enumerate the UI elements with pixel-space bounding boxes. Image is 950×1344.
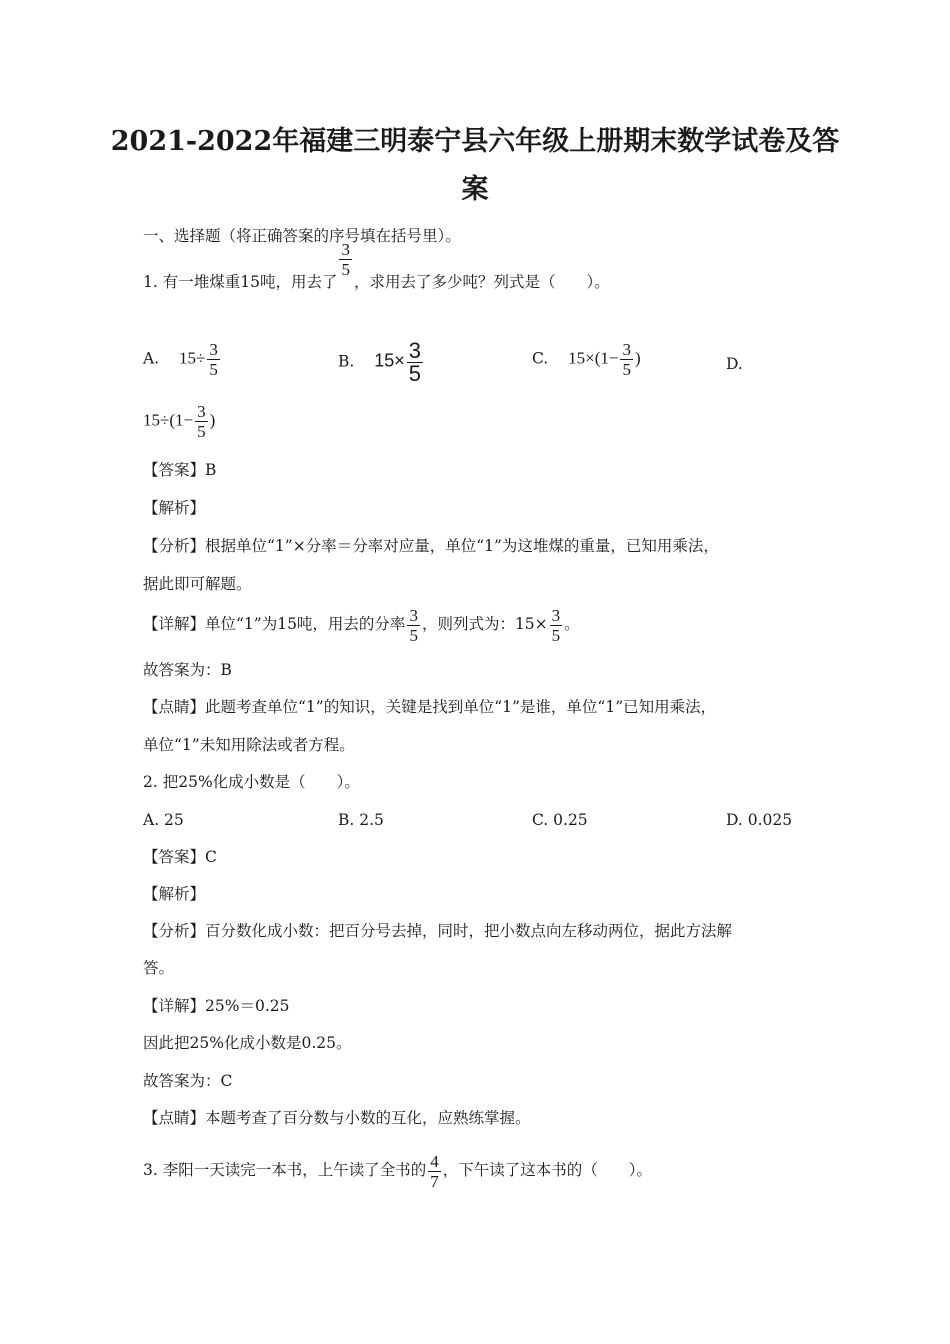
question-3-stem bbox=[143, 1150, 810, 1191]
question-1-comment-line2: 单位“1”未知用除法或者方程。 bbox=[143, 736, 355, 754]
option-expression: 15÷(1− bbox=[143, 410, 194, 430]
option-expression-close: ) bbox=[209, 410, 216, 430]
option-expression: 15×(1− bbox=[568, 348, 619, 368]
detail-text-end: 。 bbox=[564, 615, 580, 633]
question-3-stem-text-after: ，下午读了这本书的（ ）。 bbox=[442, 1161, 652, 1179]
question-1-stem-text: 1. 有一堆煤重15吨，用去了 bbox=[143, 273, 338, 291]
question-2-option-c: C. 0.25 bbox=[532, 811, 588, 829]
fraction-numerator: 3 bbox=[209, 340, 218, 359]
question-2-analysis-line2: 答。 bbox=[143, 959, 175, 977]
fraction-denominator: 5 bbox=[197, 422, 206, 441]
fraction-denominator: 5 bbox=[209, 360, 218, 379]
fraction-numerator: 3 bbox=[551, 605, 561, 625]
option-label: B. bbox=[338, 352, 355, 371]
fraction-denominator: 5 bbox=[551, 625, 561, 645]
question-1-comment-line1: 【点睛】此题考查单位“1”的知识，关键是找到单位“1”是谁，单位“1”已知用乘法， bbox=[143, 698, 717, 716]
option-expression: 15× bbox=[374, 350, 405, 371]
question-2-answer: 【答案】C bbox=[143, 848, 217, 866]
question-1-detail bbox=[143, 604, 810, 645]
section-heading: 一、选择题（将正确答案的序号填在括号里）。 bbox=[143, 227, 461, 245]
fraction-numerator: 3 bbox=[622, 340, 631, 359]
detail-text-mid: ，则列式为：15× bbox=[421, 615, 548, 633]
question-2-final-answer: 故答案为：C bbox=[143, 1072, 233, 1090]
document-title-line2: 案 bbox=[461, 174, 489, 205]
option-label: A. bbox=[143, 349, 160, 368]
fraction-denominator: 5 bbox=[408, 361, 421, 386]
question-2-option-b: B. 2.5 bbox=[338, 811, 384, 829]
fraction bbox=[407, 606, 420, 645]
question-2-analysis-label: 【解析】 bbox=[143, 885, 206, 903]
question-1-final-answer: 故答案为：B bbox=[143, 661, 232, 679]
fraction-denominator: 5 bbox=[341, 260, 350, 279]
fraction bbox=[550, 606, 563, 645]
option-label: C. bbox=[532, 349, 549, 368]
question-1-analysis-label: 【解析】 bbox=[143, 499, 206, 517]
fraction bbox=[428, 1152, 441, 1191]
option-expression: 15÷ bbox=[179, 348, 206, 368]
question-1-option-a bbox=[143, 340, 222, 379]
question-1-stem bbox=[143, 240, 810, 302]
fraction-denominator: 7 bbox=[430, 1171, 439, 1191]
question-1-option-c bbox=[532, 340, 641, 379]
question-2-option-d: D. 0.025 bbox=[726, 811, 793, 829]
fraction-numerator: 3 bbox=[341, 240, 350, 259]
fraction-numerator: 4 bbox=[430, 1151, 439, 1171]
detail-text: 【详解】单位“1”为15吨，用去的分率 bbox=[143, 615, 406, 633]
fraction bbox=[339, 240, 352, 279]
fraction-denominator: 5 bbox=[622, 360, 631, 379]
question-2-stem: 2. 把25%化成小数是（ ）。 bbox=[143, 773, 360, 791]
question-2-comment: 【点睛】本题考查了百分数与小数的互化，应熟练掌握。 bbox=[143, 1109, 531, 1127]
fraction-numerator: 3 bbox=[408, 338, 421, 363]
fraction bbox=[620, 340, 633, 379]
question-3-stem-text: 3. 李阳一天读完一本书，上午读了全书的 bbox=[143, 1161, 427, 1179]
fraction-numerator: 3 bbox=[409, 605, 418, 625]
fraction bbox=[207, 340, 220, 379]
question-2-conclusion: 因此把25%化成小数是0.25。 bbox=[143, 1034, 352, 1052]
question-1-analysis-line1: 【分析】根据单位“1”×分率＝分率对应量，单位“1”为这堆煤的重量，已知用乘法， bbox=[143, 537, 719, 555]
question-1-stem-text-after: ，求用去了多少吨？列式是（ ）。 bbox=[353, 273, 610, 291]
question-1-answer: 【答案】B bbox=[143, 461, 217, 479]
question-1-option-d bbox=[143, 402, 215, 441]
option-expression-close: ) bbox=[634, 348, 641, 368]
fraction bbox=[407, 340, 423, 385]
question-1-analysis-line2: 据此即可解题。 bbox=[143, 575, 252, 593]
fraction bbox=[195, 402, 208, 441]
document-title-line1: 2021-2022年福建三明泰宁县六年级上册期末数学试卷及答 bbox=[110, 126, 840, 157]
question-1-option-b bbox=[338, 340, 425, 385]
fraction-numerator: 3 bbox=[197, 402, 206, 421]
question-2-analysis-line1: 【分析】百分数化成小数：把百分号去掉，同时，把小数点向左移动两位，据此方法解 bbox=[143, 922, 733, 940]
fraction-denominator: 5 bbox=[409, 625, 418, 645]
question-1-option-d-label: D. bbox=[726, 355, 743, 373]
question-2-detail: 【详解】25%＝0.25 bbox=[143, 997, 290, 1015]
question-2-option-a: A. 25 bbox=[143, 811, 184, 829]
